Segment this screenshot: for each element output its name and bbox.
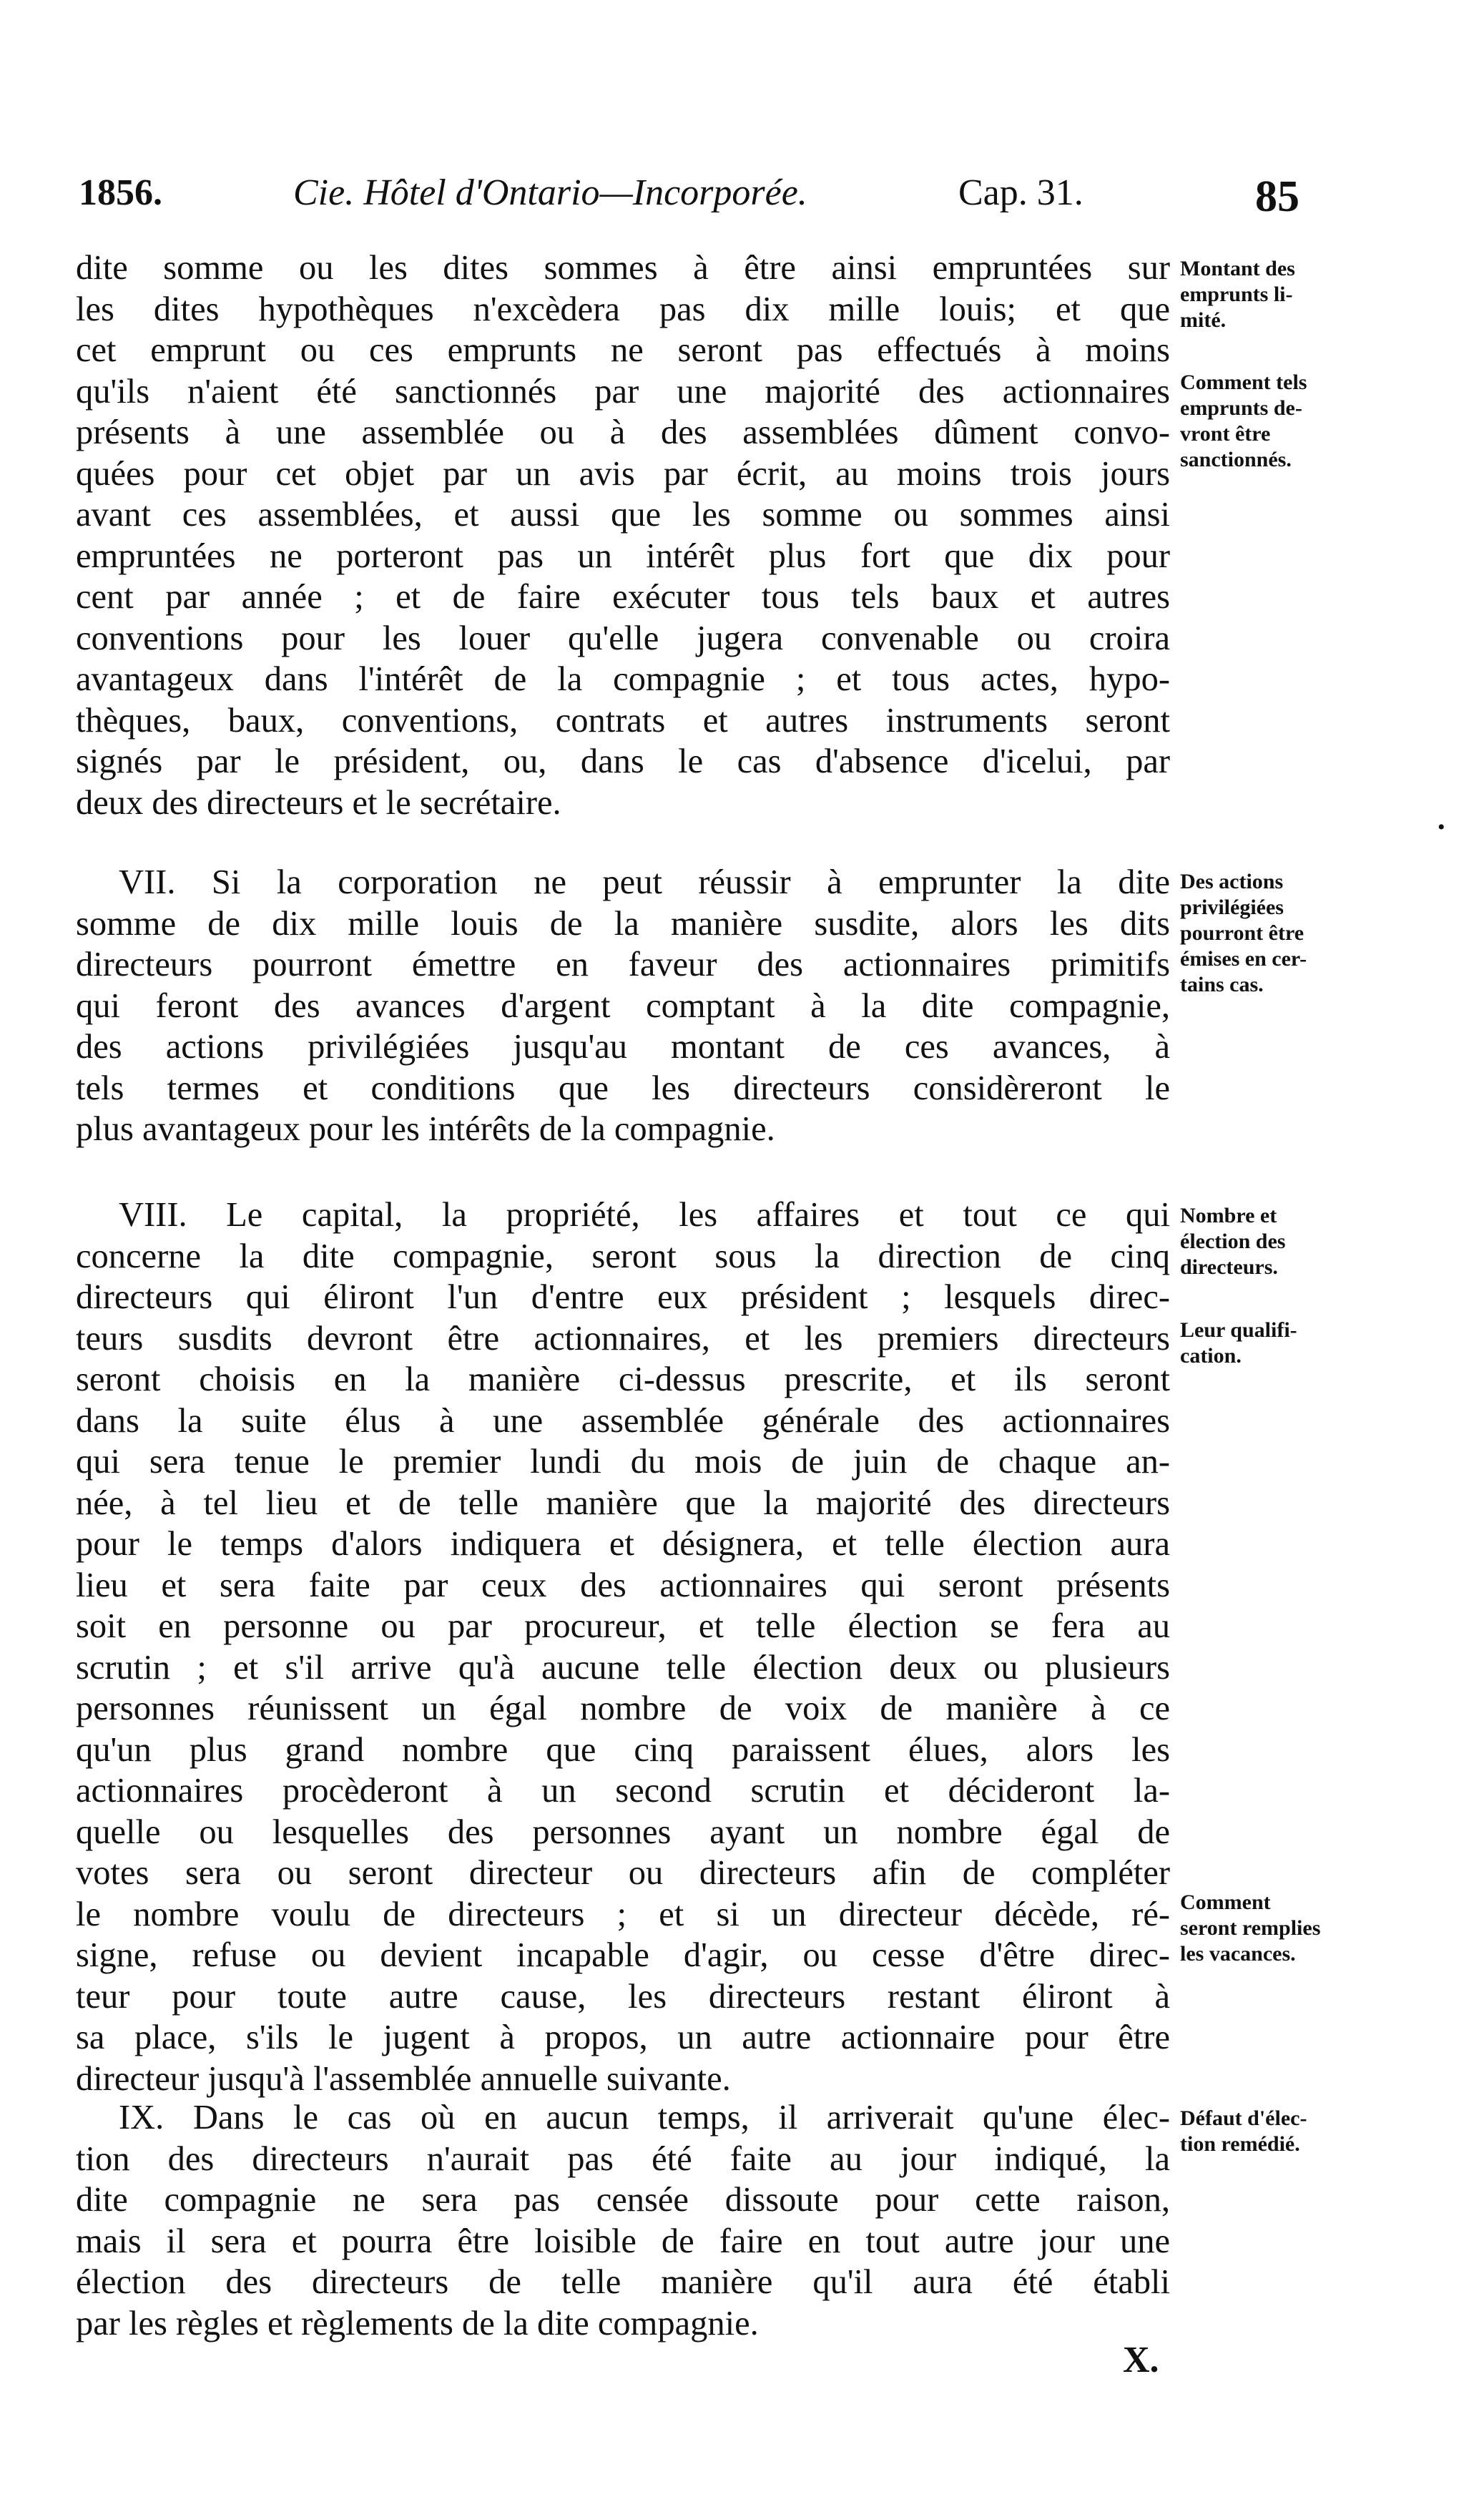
text-line: conventions pour les louer qu'elle jugera convenable ou croira [76, 619, 1170, 657]
text-line: deux des directeurs et le secrétaire. [76, 783, 561, 822]
text-line: pour le temps d'alors indiquera et désignera, et telle élection aura [76, 1525, 1170, 1563]
text-line: empruntées ne porteront pas un intérêt plus fort que dix pour [76, 536, 1170, 575]
text-line: teurs susdits devront être actionnaires, et les premiers directeurs [76, 1319, 1170, 1358]
text-line: dans la suite élus à une assemblée générale des actionnaires [76, 1401, 1170, 1440]
header-year: 1856. [79, 172, 162, 213]
text-line: lieu et sera faite par ceux des actionnaires qui seront présents [76, 1566, 1170, 1604]
margin-note-line: directeurs. [1180, 1255, 1278, 1279]
text-line: cet emprunt ou ces emprunts ne seront pas effectués à moins [76, 331, 1170, 369]
paragraph-section-vii [76, 862, 1170, 1150]
margin-note-actions [1180, 869, 1395, 998]
text-line: directeur jusqu'à l'assemblée annuelle suivante. [76, 2059, 731, 2098]
margin-note-line: Comment tels [1180, 371, 1307, 394]
paragraph-intro [76, 247, 1170, 823]
text-line: qui sera tenue le premier lundi du mois de juin de chaque an- [76, 1443, 1170, 1481]
margin-note-line: sanctionnés. [1180, 448, 1292, 471]
text-line: scrutin ; et s'il arrive qu'à aucune telle élection deux ou plusieurs [76, 1648, 1170, 1687]
text-line: qu'ils n'aient été sanctionnés par une majorité des actionnaires [76, 372, 1170, 411]
margin-note-line: vront être [1180, 422, 1271, 446]
text-line: le nombre voulu de directeurs ; et si un directeur décède, ré- [76, 1895, 1170, 1933]
text-line: les dites hypothèques n'excèdera pas dix mille louis; et que [76, 290, 1170, 328]
margin-note-line: Comment [1180, 1890, 1271, 1914]
text-line: avantageux dans l'intérêt de la compagnie ; et tous actes, hypo- [76, 660, 1170, 698]
text-line: mais il sera et pourra être loisible de faire en tout autre jour une [76, 2222, 1170, 2260]
text-line: tels termes et conditions que les directeurs considèreront le [76, 1069, 1170, 1107]
margin-note-line: privilégiées [1180, 896, 1284, 919]
text-line: avant ces assemblées, et aussi que les somme ou sommes ainsi [76, 496, 1170, 534]
margin-note-line: mité. [1180, 308, 1227, 332]
header-chapter: Cap. 31. [958, 172, 1083, 213]
text-line: dite somme ou les dites sommes à être ainsi empruntées sur [76, 249, 1170, 287]
text-line: thèques, baux, conventions, contrats et autres instruments seront [76, 701, 1170, 740]
margin-note-line: seront remplies [1180, 1916, 1321, 1940]
margin-note-line: emprunts de- [1180, 396, 1302, 420]
text-line: actionnaires procèderont à un second scrutin et décideront la- [76, 1772, 1170, 1810]
text-line: sa place, s'ils le jugent à propos, un autre actionnaire pour être [76, 2018, 1170, 2056]
text-line: dite compagnie ne sera pas censée dissoute pour cette raison, [76, 2181, 1170, 2219]
text-line: née, à tel lieu et de telle manière que la majorité des directeurs [76, 1483, 1170, 1522]
margin-note-sanction [1180, 370, 1395, 473]
margin-note-line: emprunts li- [1180, 283, 1293, 306]
text-line: quées pour cet objet par un avis par écrit, au moins trois jours [76, 454, 1170, 493]
text-line: concerne la dite compagnie, seront sous la direction de cinq [76, 1237, 1170, 1275]
paragraph-section-ix [76, 2097, 1170, 2344]
text-line: des actions privilégiées jusqu'au montant de ces avances, à [76, 1028, 1170, 1066]
text-line: IX. Dans le cas où en aucun temps, il arriverait qu'une élec- [119, 2099, 1170, 2137]
margin-note-line: Leur qualifi- [1180, 1318, 1297, 1342]
margin-note-montant [1180, 256, 1395, 333]
text-line: qui feront des avances d'argent comptant à la dite compagnie, [76, 986, 1170, 1025]
text-line: VII. Si la corporation ne peut réussir à emprunter la dite [119, 863, 1170, 901]
text-line: cent par année ; et de faire exécuter tous tels baux et autres [76, 578, 1170, 616]
margin-note-line: pourront être [1180, 921, 1304, 945]
running-header [79, 172, 1366, 236]
margin-note-line: tion remédié. [1180, 2132, 1300, 2156]
margin-note-line: cation. [1180, 1344, 1242, 1368]
catchword: X. [1123, 2340, 1159, 2380]
margin-note-line: tains cas. [1180, 973, 1264, 996]
margin-note-line: Défaut d'élec- [1180, 2106, 1307, 2130]
text-line: directeurs qui éliront l'un d'entre eux président ; lesquels direc- [76, 1278, 1170, 1316]
text-line: quelle ou lesquelles des personnes ayant un nombre égal de [76, 1812, 1170, 1851]
paragraph-section-viii [76, 1194, 1170, 2099]
header-title: Cie. Hôtel d'Ontario—Incorporée. [293, 172, 807, 213]
margin-note-vacances [1180, 1890, 1395, 1967]
page-number: 85 [1255, 172, 1299, 221]
text-line: VIII. Le capital, la propriété, les affaires et tout ce qui [119, 1196, 1170, 1234]
margin-note-qualification [1180, 1318, 1395, 1369]
text-line: par les règles et règlements de la dite compagnie. [76, 2304, 759, 2343]
text-line: signés par le président, ou, dans le cas d'absence d'icelui, par [76, 742, 1170, 780]
text-line: qu'un plus grand nombre que cinq paraissent élues, alors les [76, 1730, 1170, 1769]
margin-note-line: Montant des [1180, 257, 1295, 280]
text-line: personnes réunissent un égal nombre de voix de manière à ce [76, 1689, 1170, 1727]
text-line: somme de dix mille louis de la manière susdite, alors les dits [76, 904, 1170, 943]
margin-note-defaut [1180, 2106, 1395, 2157]
text-line: seront choisis en la manière ci-dessus prescrite, et ils seront [76, 1360, 1170, 1398]
margin-note-line: émises en cer- [1180, 947, 1307, 971]
margin-note-line: les vacances. [1180, 1942, 1296, 1966]
text-line: directeurs pourront émettre en faveur des actionnaires primitifs [76, 946, 1170, 983]
text-line: présents à une assemblée ou à des assemblées dûment convo- [76, 413, 1170, 451]
text-line: tion des directeurs n'aurait pas été faite au jour indiqué, la [76, 2139, 1170, 2178]
text-line: signe, refuse ou devient incapable d'agir, ou cesse d'être direc- [76, 1936, 1170, 1974]
text-line: plus avantageux pour les intérêts de la compagnie. [76, 1110, 775, 1148]
margin-note-line: Nombre et [1180, 1204, 1277, 1227]
ink-speck: • [1438, 815, 1445, 839]
margin-note-line: Des actions [1180, 870, 1284, 893]
text-line: soit en personne ou par procureur, et telle élection se fera au [76, 1607, 1170, 1645]
margin-note-nombre [1180, 1203, 1395, 1280]
text-line: élection des directeurs de telle manière qu'il aura été établi [76, 2263, 1170, 2301]
text-line: votes sera ou seront directeur ou directeurs afin de compléter [76, 1854, 1170, 1892]
text-line: teur pour toute autre cause, les directeurs restant éliront à [76, 1977, 1170, 2016]
margin-note-line: élection des [1180, 1230, 1286, 1253]
